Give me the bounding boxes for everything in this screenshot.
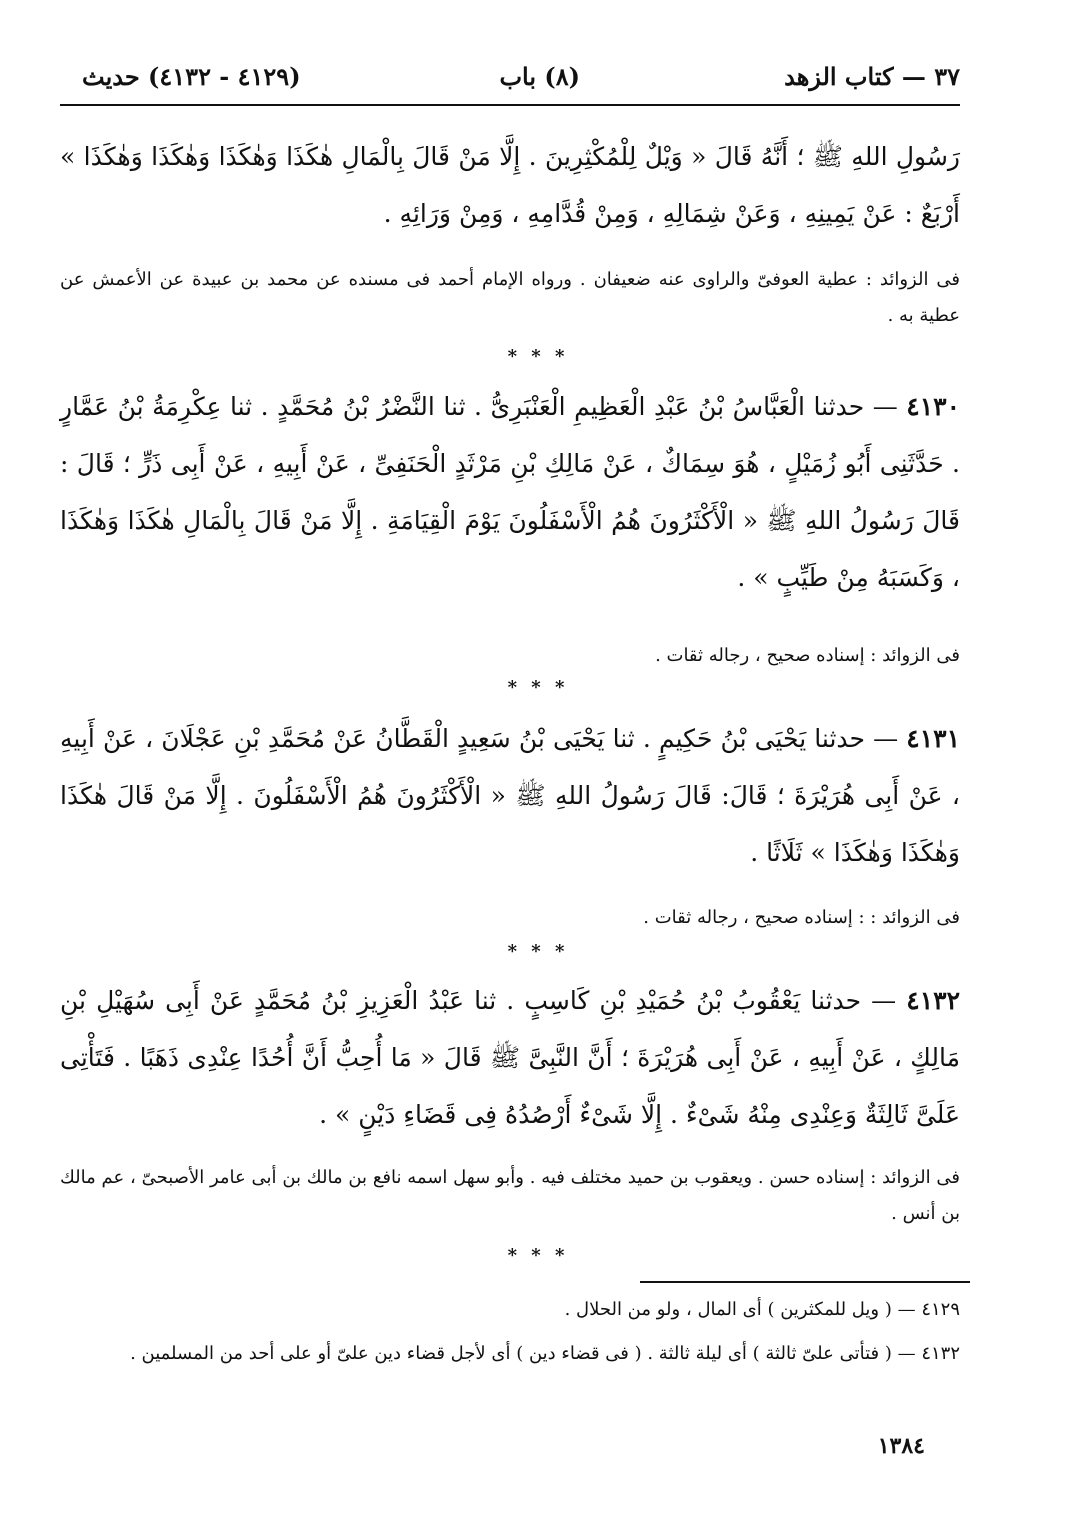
hadith-text: — حدثنا الْعَبَّاسُ بْنُ عَبْدِ الْعَظِيمِ الْعَنْبَرِىُّ . ثنا النَّضْرُ بْنُ مُحَمَّدٍ . ثنا عِكْرِمَةُ بْنُ عَمَّارٍ . حَدَّثَنِى أَبُو زُمَيْلٍ ، هُوَ سِمَاكٌ ، عَنْ مَالِكِ بْنِ مَرْثَدٍ الْحَنَفِىِّ ، عَنْ أَبِيهِ ، عَنْ أَبِى ذَرٍّ ؛ قَالَ : قَالَ رَسُولُ اللهِ ﷺ « الْأَكْثَرُونَ هُمُ الْأَسْفَلُونَ يَوْمَ الْقِيَامَةِ . إِلَّا مَنْ قَالَ بِالْمَالِ هٰكَذَا وَهٰكَذَا ، وَكَسَبَهُ مِنْ طَيِّبٍ » . <box>60 392 960 592</box>
hadith-4132 <box>60 972 960 1143</box>
separator-2: * * * <box>507 677 569 698</box>
header-chapter: (٨) باب <box>499 62 580 91</box>
hadith-number: ٤١٣١ <box>906 724 960 753</box>
footnote-4129: ٤١٢٩ — ( ويل للمكثرين ) أى المال ، ولو من الحلال . <box>564 1299 960 1320</box>
hadith-4130 <box>60 378 960 606</box>
hadith-number: ٤١٣٢ <box>906 986 960 1015</box>
running-header <box>60 62 960 100</box>
header-hadith-range: (٤١٢٩ - ٤١٣٢) حديث <box>82 62 301 91</box>
hadith-4131 <box>60 710 960 881</box>
separator-1: * * * <box>507 346 569 367</box>
hadith-text: — حدثنا يَعْقُوبُ بْنُ حُمَيْدِ بْنِ كَاسِبٍ . ثنا عَبْدُ الْعَزِيزِ بْنُ مُحَمَّدٍ عَنْ أَبِى سُهَيْلِ بْنِ مَالِكٍ ، عَنْ أَبِيهِ ، عَنْ أَبِى هُرَيْرَةَ ؛ أَنَّ النَّبِىَّ ﷺ قَالَ « مَا أُحِبُّ أَنَّ أُحُدًا عِنْدِى ذَهَبًا . فَتَأْتِى عَلَىَّ ثَالِثَةٌ وَعِنْدِى مِنْهُ شَىْءٌ . إِلَّا شَىْءٌ أَرْصُدُهُ فِى قَضَاءِ دَيْنٍ » . <box>60 986 960 1129</box>
separator-4: * * * <box>507 1245 569 1266</box>
hadith-4129-note: فى الزوائد : عطية العوفىّ والراوى عنه ضعيفان . ورواه الإمام أحمد فى مسنده عن محمد بن عبيدة عن الأعمش عن عطية به . <box>60 269 960 326</box>
header-book-title: ٣٧ — كتاب الزهد <box>784 62 960 91</box>
header-rule <box>60 104 960 106</box>
hadith-4131-note: فى الزوائد : : إسناده صحيح ، رجاله ثقات . <box>643 907 960 928</box>
hadith-4129-continuation: رَسُولِ اللهِ ﷺ ؛ أَنَّهُ قَالَ « وَيْلٌ لِلْمُكْثِرِينَ . إِلَّا مَنْ قَالَ بِالْمَالِ هٰكَذَا وَهٰكَذَا وَهٰكَذَا وَهٰكَذَا » أَرْبَعٌ : عَنْ يَمِينِهِ ، وَعَنْ شِمَالِهِ ، وَمِنْ قُدَّامِهِ ، وَمِنْ وَرَائِهِ . <box>60 142 960 228</box>
hadith-text: — حدثنا يَحْيَى بْنُ حَكِيمٍ . ثنا يَحْيَى بْنُ سَعِيدٍ الْقَطَّانُ عَنْ مُحَمَّدِ بْنِ عَجْلَانَ ، عَنْ أَبِيهِ ، عَنْ أَبِى هُرَيْرَةَ ؛ قَالَ: قَالَ رَسُولُ اللهِ ﷺ « الْأَكْثَرُونَ هُمُ الْأَسْفَلُونَ . إِلَّا مَنْ قَالَ هٰكَذَا وَهٰكَذَا وَهٰكَذَا » ثَلَاثًا . <box>60 724 960 867</box>
footnote-rule <box>640 1281 970 1283</box>
hadith-4130-note: فى الزوائد : إسناده صحيح ، رجاله ثقات . <box>655 645 960 666</box>
hadith-4132-note: فى الزوائد : إسناده حسن . ويعقوب بن حميد مختلف فيه . وأبو سهل اسمه نافع بن مالك بن أبى عامر الأصبحىّ ، عم مالك بن أنس . <box>60 1167 960 1224</box>
hadith-number: ٤١٣٠ <box>906 392 960 421</box>
footnote-4132: ٤١٣٢ — ( فتأتى علىّ ثالثة ) أى ليلة ثالثة . ( فى قضاء دين ) أى لأجل قضاء دين علىّ أو على أحد من المسلمين . <box>130 1343 960 1364</box>
page-number: ١٣٨٤ <box>877 1433 925 1459</box>
separator-3: * * * <box>507 941 569 962</box>
